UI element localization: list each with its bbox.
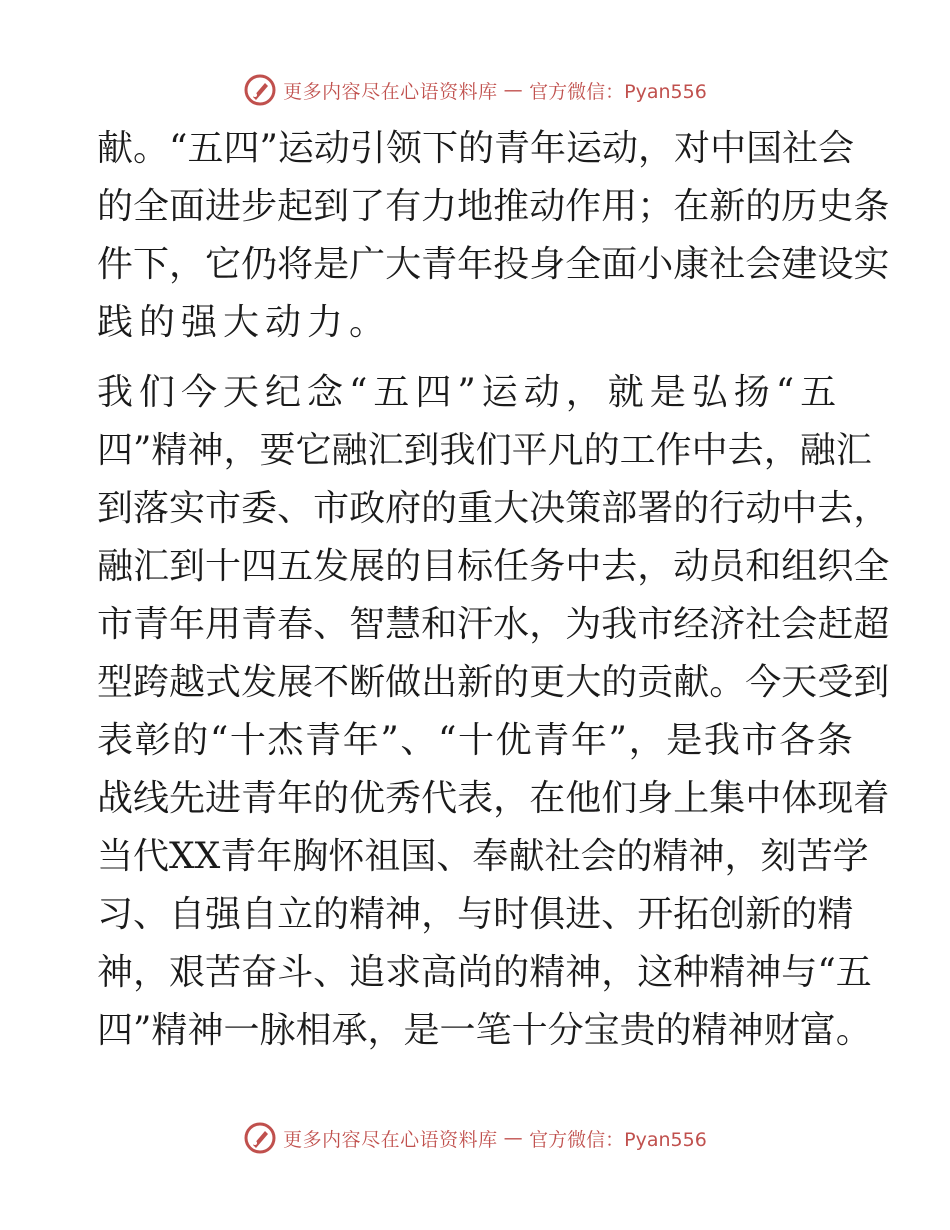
text-line: 表 彰 的 “ 十 杰 青 年 ” 、 “ 十 优 青 年 ” ， 是 我 市 各 条: [97, 720, 853, 761]
document-body: [97, 120, 890, 1060]
text-line: 神 ， 艰 苦 奋 斗 、 追 求 高 尚 的 精 神 ， 这 种 精 神 与 “ 五: [97, 952, 872, 993]
header-banner-text: 更多内容尽在心语资料库: [283, 80, 498, 103]
text-line: 四 ” 精 神 ， 要 它 融 汇 到 我 们 平 凡 的 工 作 中 去 ， 融 汇: [97, 430, 872, 471]
text-line: 市 青 年 用 青 春 、 智 慧 和 汗 水 ， 为 我 市 经 济 社 会 赶 超: [97, 604, 890, 645]
text-line: 我们今天纪念“五四”运动，就是弘扬“五: [97, 372, 843, 413]
paragraph-1: [97, 120, 890, 352]
text-line: 献 。 “ 五 四 ” 运 动 引 领 下 的 青 年 运 动 ， 对 中 国 社 会: [97, 128, 855, 169]
paragraph-gap: [97, 352, 853, 364]
footer-banner-text: 更多内容尽在心语资料库: [283, 1128, 498, 1151]
header-banner-wechat: 官方微信：Pyan556: [529, 80, 707, 103]
text-line: 到 落 实 市 委 、 市 政 府 的 重 大 决 策 部 署 的 行 动 中 去 ，: [97, 488, 890, 529]
header-banner: [0, 70, 950, 110]
text-line: 件 下 ， 它 仍 将 是 广 大 青 年 投 身 全 面 小 康 社 会 建 设 实: [97, 244, 890, 285]
paragraph-2: [97, 364, 890, 1060]
footer-banner-wechat: 官方微信：Pyan556: [529, 1128, 707, 1151]
text-line: 战 线 先 进 青 年 的 优 秀 代 表 ， 在 他 们 身 上 集 中 体 现 着: [97, 778, 890, 819]
text-line: 践的强大动力。: [97, 302, 392, 343]
text-line: 习 、 自 强 自 立 的 精 神 ， 与 时 俱 进 、 开 拓 创 新 的 精: [97, 894, 854, 935]
header-banner-separator: —: [503, 79, 524, 101]
text-line: 当 代 X X 青 年 胸 怀 祖 国 、 奉 献 社 会 的 精 神 ， 刻 苦 学: [97, 836, 869, 877]
text-line: 型 跨 越 式 发 展 不 断 做 出 新 的 更 大 的 贡 献 。 今 天 受 到: [97, 662, 890, 703]
pen-logo-icon: [243, 1121, 277, 1155]
text-line: 四 ” 精 神 一 脉 相 承 ， 是 一 笔 十 分 宝 贵 的 精 神 财 富 。: [97, 1010, 872, 1051]
pen-logo-icon: [243, 73, 277, 107]
footer-banner: [0, 1118, 950, 1158]
text-line: 的 全 面 进 步 起 到 了 有 力 地 推 动 作 用 ； 在 新 的 历 史 条: [97, 186, 890, 227]
footer-banner-separator: —: [503, 1127, 524, 1149]
text-line: 融 汇 到 十 四 五 发 展 的 目 标 任 务 中 去 ， 动 员 和 组 织 全: [97, 546, 890, 587]
